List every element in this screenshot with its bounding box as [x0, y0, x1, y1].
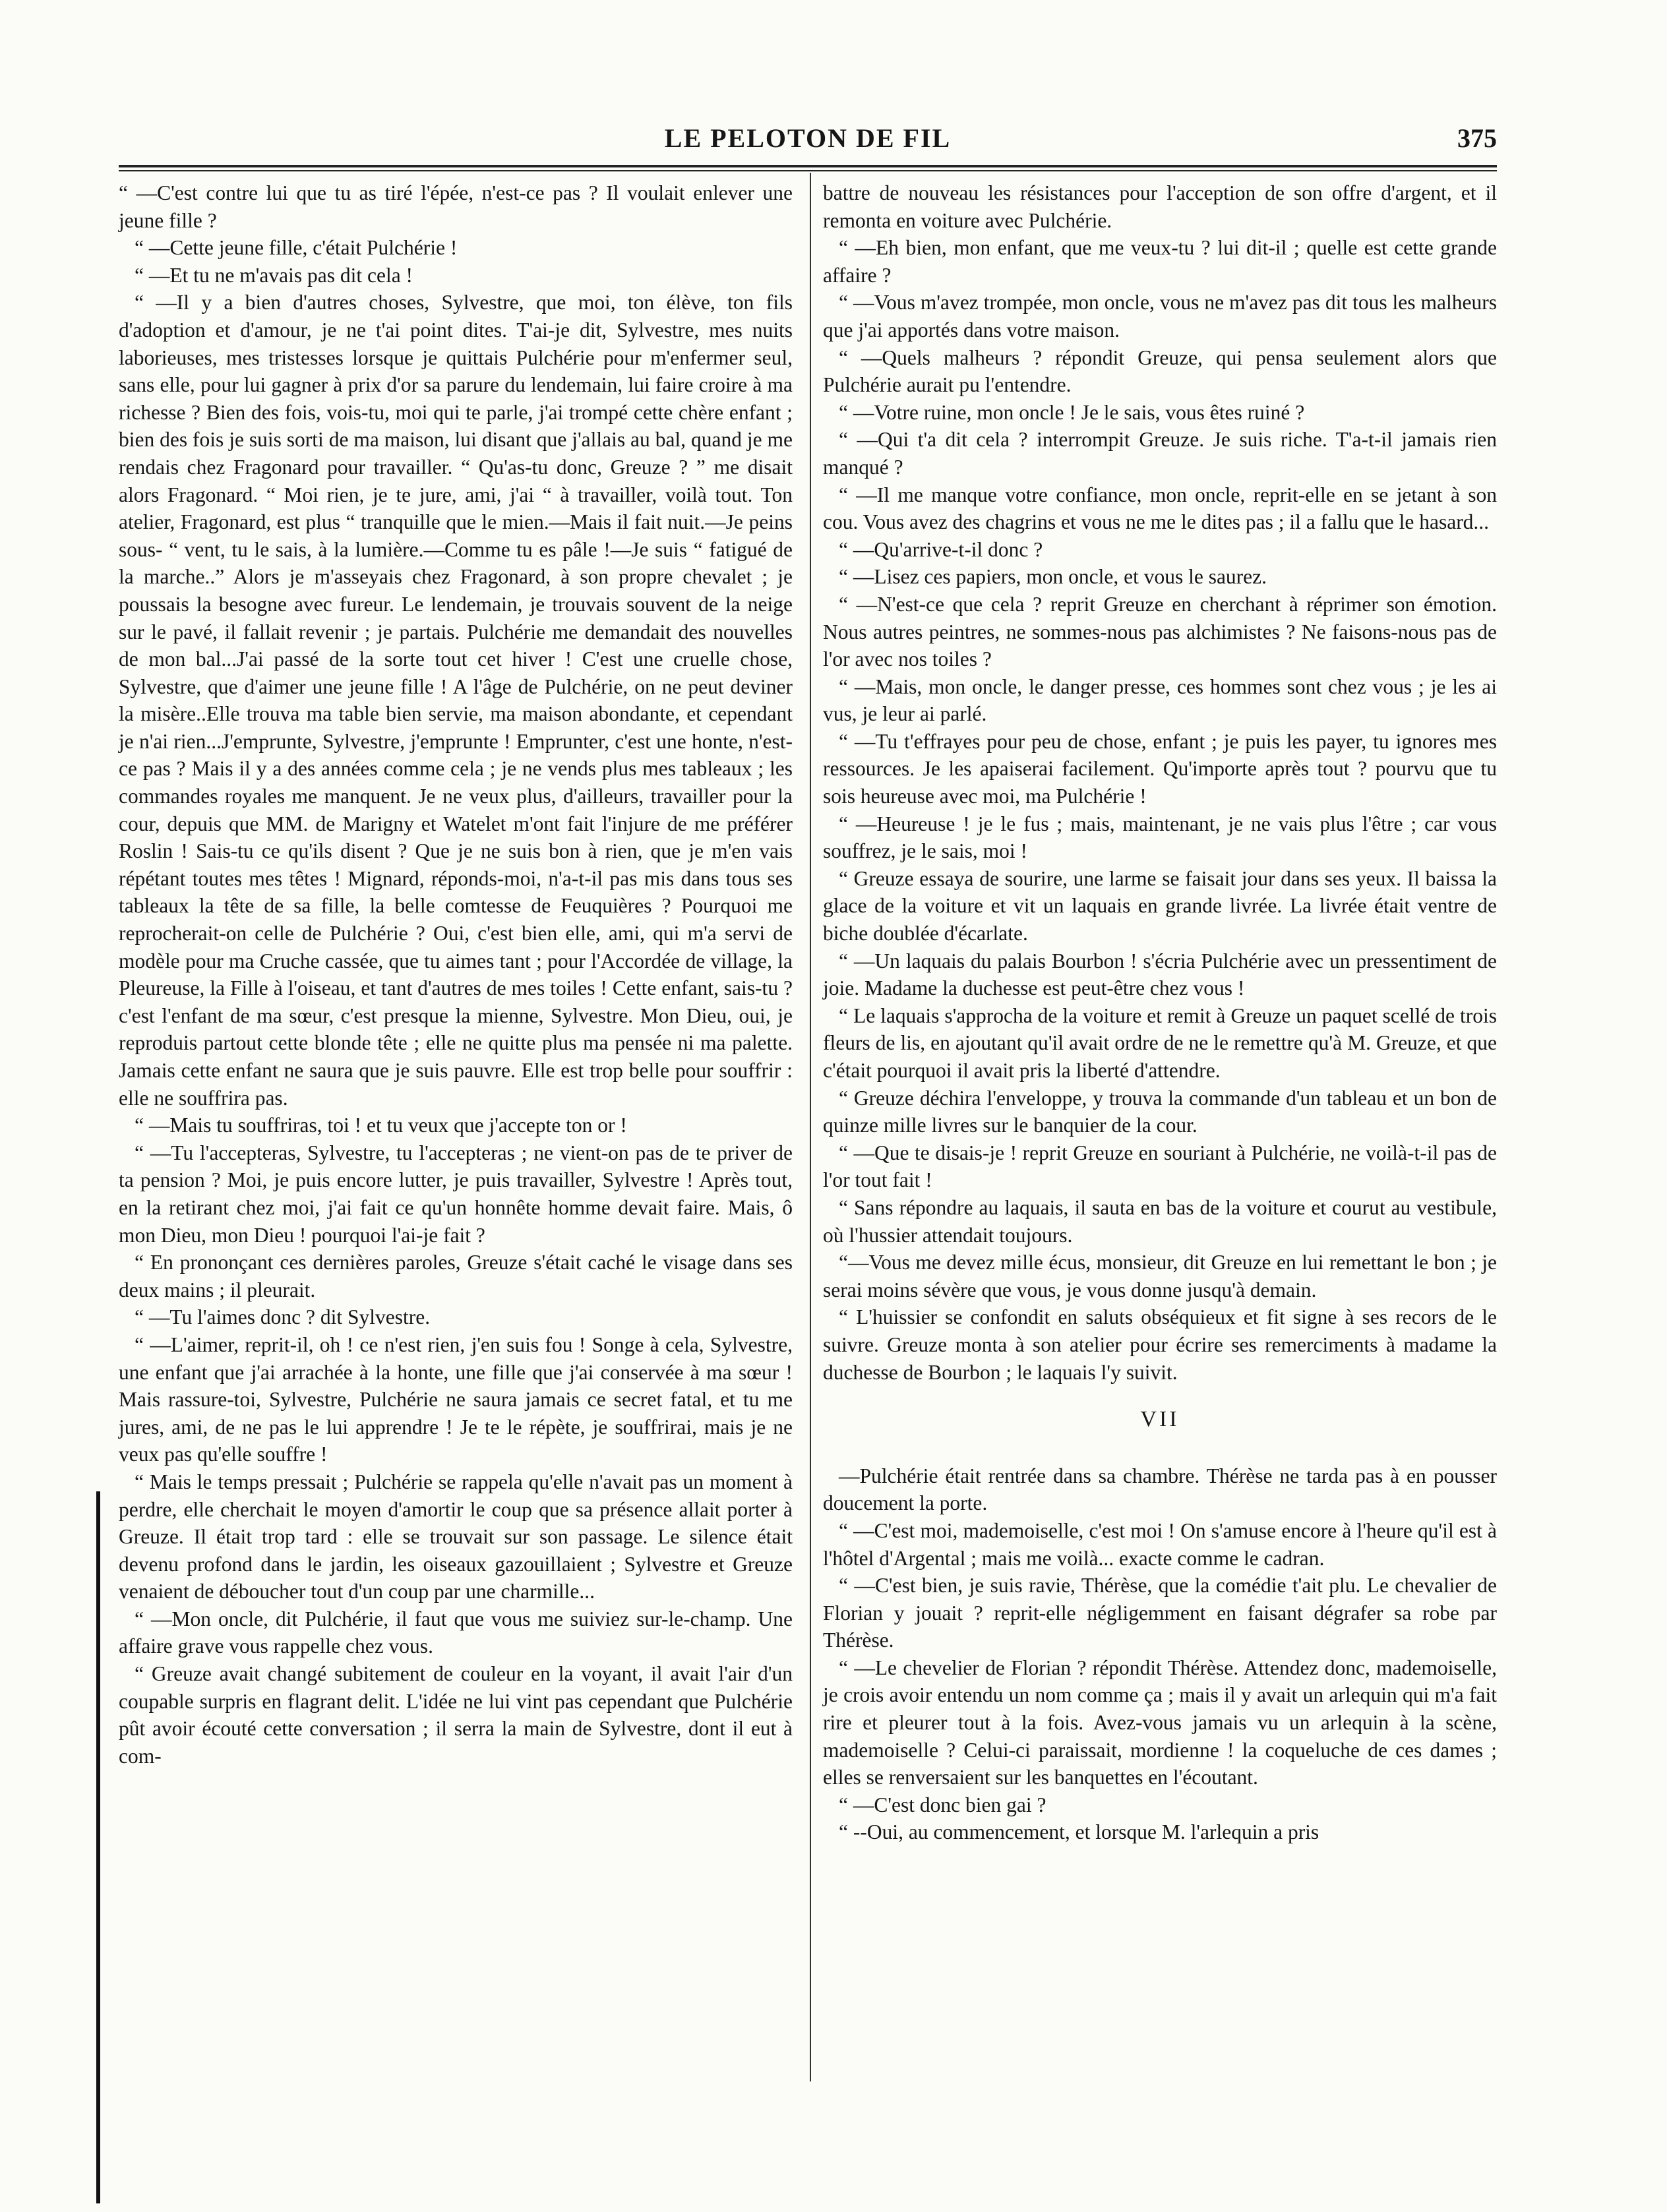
header-rule-thick — [119, 165, 1497, 167]
paragraph: —Pulchérie était rentrée dans sa chambre. Thérèse ne tarda pas à en pousser doucement la porte. — [823, 1464, 1497, 1515]
paragraph: “ Sans répondre au laquais, il sauta en bas de la voiture et courut au vestibule, où l'hussier attendait toujours. — [823, 1195, 1497, 1247]
paragraph: battre de nouveau les résistances pour l'acception de son offre d'argent, et il remonta en voiture avec Pulchérie. — [823, 181, 1497, 232]
paragraph: “ --Oui, au commencement, et lorsque M. l'arlequin a pris — [839, 1820, 1319, 1844]
paragraph: “ —Il y a bien d'autres choses, Sylvestre, que moi, ton élève, ton fils d'adoption et d'amour, je ne t'ai point dites. T'ai-je dit, Sylvestre, mes nuits laborieuses, mes tristesses lorsque je quittais Pulchérie pour m'enfermer seul, sans elle, pour lui gagner à prix d'or sa parure du lendemain, lui faire croire à ma richesse ? Bien des fois, vois-tu, moi qui te parle, j'ai trompé cette chère enfant ; bien des fois je suis sorti de ma maison, lui disant que j'allais au bal, quand je me rendais chez Fragonard pour travailler. “ Qu'as-tu donc, Greuze ? ” me disait alors Fragonard. “ Moi rien, je te jure, ami, j'ai “ à travailler, voilà tout. Ton atelier, Fragonard, est plus “ tranquille que le mien.—Mais il fait nuit.—Je peins sous- “ vent, tu le sais, à la lumière.—Comme tu es pâle !—Je suis “ fatigué de la marche..” Alors je m'asseyais chez Fragonard, à son propre chevalet ; je poussais la besogne avec fureur. Le lendemain, je trouvais souvent de la neige sur le pavé, il fallait revenir ; je partais. Pulchérie me demandait des nouvelles de mon bal...J'ai passé de la sorte tout cet hiver ! C'est une cruelle chose, Sylvestre, que d'aimer une jeune fille ! A l'âge de Pulchérie, on ne peut deviner la misère..Elle trouva ma table bien servie, ma maison abondante, et cependant je n'ai rien...J'emprunte, Sylvestre, j'emprunte ! Emprunter, c'est une honte, n'est-ce pas ? Mais il y a des années comme cela ; je ne vends plus mes tableaux ; les commandes royales me manquent. Je ne veux plus, d'ailleurs, travailler pour la cour, depuis que MM. de Marigny et Watelet m'ont fait l'injure de me préférer Roslin ! Sais-tu ce qu'ils disent ? Que je ne suis bon à rien, que je m'en vais répétant toutes mes têtes ! Mignard, réponds-moi, n'a-t-il pas mis dans tous ses tableaux la tête de sa fille, la belle comtesse de Feuquières ? Pourquoi me reprocherait-on celle de Pulchérie ? Oui, c'est bien elle, ami, qui m'a servi de modèle pour ma Cruche cassée, que tu aimes tant ; pour l'Accordée de village, la Pleureuse, la Fille à l'oiseau, et tant d'autres de mes toiles ! Cette enfant, sais-tu ? c'est l'enfant de ma sœur, c'est presque la mienne, Sylvestre. Mon Dieu, oui, je reproduis partout cette blonde tête ; elle ne quitte plus ma pensée ni ma palette. Jamais cette enfant ne saura que je suis pauvre. Elle est trop belle pour souffrir : elle ne souffrira pas. — [119, 291, 793, 1110]
paragraph: “ —Tu t'effrayes pour peu de chose, enfant ; je puis les payer, tu ignores mes ressources. Je les apaiserai facilement. Qu'importe après tout ? pourvu que tu sois heureuse avec moi, ma Pulchérie ! — [823, 729, 1497, 808]
paragraph: “ —C'est donc bien gai ? — [839, 1793, 1046, 1816]
paragraph: “ Le laquais s'approcha de la voiture et remit à Greuze un paquet scellé de trois fleurs de lis, en ajoutant qu'il avait ordre de ne le remettre qu'à M. Greuze, et que c'était pourquoi il avait pris la liberté d'attendre. — [823, 1003, 1497, 1082]
paragraph: “ —C'est moi, mademoiselle, c'est moi ! On s'amuse encore à l'heure qu'il est à l'hôtel d'Argental ; mais me voilà... exacte comme le cadran. — [823, 1518, 1497, 1570]
paragraph: “ —Cette jeune fille, c'était Pulchérie ! — [135, 236, 458, 260]
paragraph: “ —Qui t'a dit cela ? interrompit Greuze. Je suis riche. T'a-t-il jamais rien manqué ? — [823, 428, 1497, 479]
paragraph: “ —Vous m'avez trompée, mon oncle, vous ne m'avez pas dit tous les malheurs que j'ai apportés dans votre maison. — [823, 291, 1497, 342]
paragraph: “ —L'aimer, reprit-il, oh ! ce n'est rien, j'en suis fou ! Songe à cela, Sylvestre, une enfant que j'ai arrachée à la honte, une fille que j'ai conservée à ma sœur ! Mais rassure-toi, Sylvestre, Pulchérie ne saura jamais ce secret fatal, et tu me jures, ami, de ne pas le lui apprendre ! Je te le répète, je souffrirai, mais je ne veux pas qu'elle souffre ! — [119, 1332, 793, 1466]
paragraph: “ Greuze essaya de sourire, une larme se faisait jour dans ses yeux. Il baissa la glace de la voiture et vit un laquais en grande livrée. La livrée était ventre de biche doublée d'écarlate. — [823, 866, 1497, 945]
paragraph: “ —C'est contre lui que tu as tiré l'épée, n'est-ce pas ? Il voulait enlever une jeune fille ? — [119, 181, 793, 232]
paragraph: “ —Tu l'accepteras, Sylvestre, tu l'accepteras ; ne vient-on pas de te priver de ta pension ? Moi, je puis encore lutter, je puis travailler, Sylvestre ! Après tout, en la retirant chez moi, j'ai fait ce qu'un honnête homme devait faire. Mais, ô mon Dieu, mon Dieu ! pourquoi l'ai-je fait ? — [119, 1141, 793, 1247]
paragraph: “—Vous me devez mille écus, monsieur, dit Greuze en lui remettant le bon ; je serai moins sévère que vous, je vous donne jusqu'à demain. — [823, 1251, 1497, 1301]
paragraph: “ —Heureuse ! je le fus ; mais, maintenant, je ne vais plus l'être ; car vous souffrez, je le sais, moi ! — [823, 812, 1497, 863]
header-rule-thin — [119, 170, 1497, 171]
paragraph: “ —Votre ruine, mon oncle ! Je le sais, vous êtes ruiné ? — [839, 400, 1305, 424]
column-divider — [810, 173, 811, 2081]
paragraph: “ En prononçant ces dernières paroles, Greuze s'était caché le visage dans ses deux mains ; il pleurait. — [119, 1251, 793, 1301]
paragraph: “ —C'est bien, je suis ravie, Thérèse, que la comédie t'ait plu. Le chevalier de Florian y jouait ? reprit-elle négligemment en faisant dégrafer sa robe par Thérèse. — [823, 1574, 1497, 1652]
paragraph: “ —Qu'arrive-t-il donc ? — [839, 537, 1043, 561]
paragraph: “ Greuze avait changé subitement de couleur en la voyant, il avait l'air d'un coupable surpris en flagrant delit. L'idée ne lui vint pas cependant que Pulchérie pût avoir écouté cette conversation ; il serra la main de Sylvestre, dont il eut à com- — [119, 1662, 793, 1768]
paragraph: “ —Un laquais du palais Bourbon ! s'écria Pulchérie avec un pressentiment de joie. Madame la duchesse est peut-être chez vous ! — [823, 949, 1497, 1000]
paragraph: “ —Et tu ne m'avais pas dit cela ! — [135, 263, 413, 287]
running-title: LE PELOTON DE FIL — [664, 123, 952, 153]
paragraph: “ Mais le temps pressait ; Pulchérie se rappela qu'elle n'avait pas un moment à perdre, elle cherchait le moyen d'amortir le coup que sa présence allait porter à Greuze. Il était trop tard : elle se trouvait sur son passage. Le silence était devenu profond dans le jardin, les oiseaux gazouillaient ; Sylvestre et Greuze venaient de déboucher tout d'un coup par une charmille... — [119, 1470, 793, 1603]
paragraph: “ Greuze déchira l'enveloppe, y trouva la commande d'un tableau et un bon de quinze mille livres sur le banquier de la cour. — [823, 1086, 1497, 1137]
paragraph: “ —Lisez ces papiers, mon oncle, et vous le saurez. — [839, 565, 1267, 589]
paragraph: “ —Mon oncle, dit Pulchérie, il faut que vous me suiviez sur-le-champ. Une affaire grave vous rappelle chez vous. — [119, 1607, 793, 1658]
left-column — [119, 179, 793, 1770]
paragraph: “ —N'est-ce que cela ? reprit Greuze en cherchant à réprimer son émotion. Nous autres peintres, ne sommes-nous pas alchimistes ? Ne faisons-nous pas de l'or avec nos toiles ? — [823, 592, 1497, 671]
paragraph: “ —Il me manque votre confiance, mon oncle, reprit-elle en se jetant à son cou. Vous avez des chagrins et vous ne me le dites pas ; il a fallu que le hasard... — [823, 483, 1497, 534]
paragraph: “ —Tu l'aimes donc ? dit Sylvestre. — [135, 1305, 431, 1329]
right-column — [823, 179, 1497, 1846]
paragraph: “ —Mais, mon oncle, le danger presse, ces hommes sont chez vous ; je les ai vus, je leur ai parlé. — [823, 674, 1497, 726]
page-header — [119, 119, 1497, 165]
margin-mark — [96, 1491, 100, 2203]
paragraph: “ —Quels malheurs ? répondit Greuze, qui pensa seulement alors que Pulchérie aurait pu l'entendre. — [823, 345, 1497, 397]
paragraph: “ —Le chevelier de Florian ? répondit Thérèse. Attendez donc, mademoiselle, je crois avoir entendu un nom comme ça ; mais il y avait un arlequin qui m'a fait rire et pleurer tout à la fois. Avez-vous jamais vu un arlequin à la scène, mademoiselle ? Celui-ci paraissait, mordienne ! la coqueluche de ces dames ; elles se renversaient sur les banquettes en l'écoutant. — [823, 1656, 1497, 1789]
paragraph: “ L'huissier se confondit en saluts obséquieux et fit signe à ses recors de le suivre. Greuze monta à son atelier pour écrire ses remerciments à madame la duchesse de Bourbon ; le laquais l'y suivit. — [823, 1305, 1497, 1384]
page-number: 375 — [1457, 123, 1497, 153]
paragraph: “ —Mais tu souffriras, toi ! et tu veux que j'accepte ton or ! — [135, 1114, 627, 1137]
section-heading: VII — [1140, 1407, 1180, 1432]
paragraph: “ —Que te disais-je ! reprit Greuze en souriant à Pulchérie, ne voilà-t-il pas de l'or tout fait ! — [823, 1141, 1497, 1192]
paragraph: “ —Eh bien, mon enfant, que me veux-tu ? lui dit-il ; quelle est cette grande affaire ? — [823, 236, 1497, 287]
